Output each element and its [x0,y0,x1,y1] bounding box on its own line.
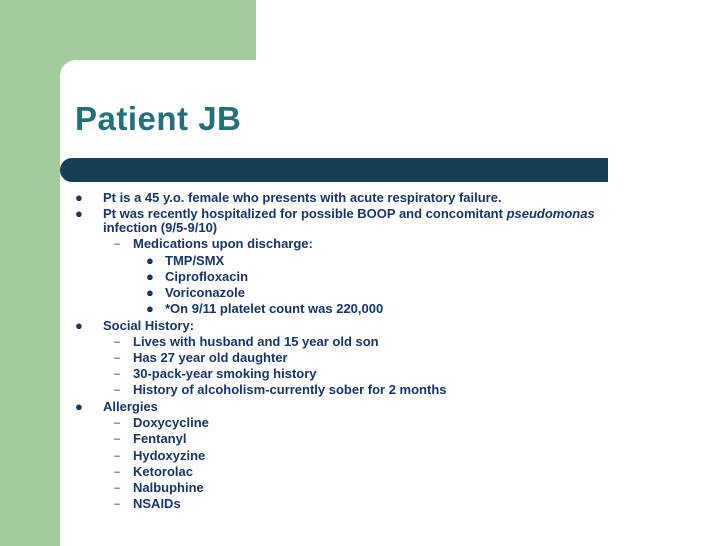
bullet-icon: ● [75,399,83,414]
dash-icon: – [114,238,121,250]
dash-icon: – [114,352,121,364]
list-item: NSAIDs [133,496,181,511]
bullet-icon: ● [146,269,154,284]
bullet-icon: ● [146,301,154,316]
dash-icon: – [114,466,121,478]
list-item: Ciprofloxacin [165,269,249,284]
dash-icon: – [114,482,121,494]
dash-icon: – [114,433,121,445]
dash-icon: – [114,384,121,396]
list-item-continuation: infection (9/5-9/10) [103,220,218,235]
bullet-icon: ● [75,206,83,221]
list-item: History of alcoholism-currently sober for 2 months [133,382,447,397]
bullet-icon: ● [146,253,154,268]
list-item: Hydoxyzine [133,448,206,463]
list-item: Ketorolac [133,464,193,479]
bullet-icon: ● [146,285,154,300]
list-item: Social History: [103,318,195,333]
title-divider-bar [60,158,608,182]
bullet-icon: ● [75,318,83,333]
list-item: TMP/SMX [165,253,225,268]
dash-icon: – [114,336,121,348]
list-item: Doxycycline [133,415,209,430]
list-item: Allergies [103,399,158,414]
list-item: Lives with husband and 15 year old son [133,334,379,349]
dash-icon: – [114,368,121,380]
dash-icon: – [114,498,121,510]
list-item: Pt is a 45 y.o. female who presents with acute respiratory failure. [103,190,502,205]
list-item: *On 9/11 platelet count was 220,000 [165,301,384,316]
bullet-icon: ● [75,190,83,205]
list-item: Medications upon discharge: [133,236,313,251]
dash-icon: – [114,450,121,462]
list-item: 30-pack-year smoking history [133,366,317,381]
list-item: Nalbuphine [133,480,204,495]
list-item: Voriconazole [165,285,245,300]
list-item: Fentanyl [133,431,187,446]
list-item: Pt was recently hospitalized for possible BOOP and concomitant pseudomonas [103,206,595,221]
dash-icon: – [114,417,121,429]
slide-title: Patient JB [75,100,242,137]
list-item: Has 27 year old daughter [133,350,288,365]
